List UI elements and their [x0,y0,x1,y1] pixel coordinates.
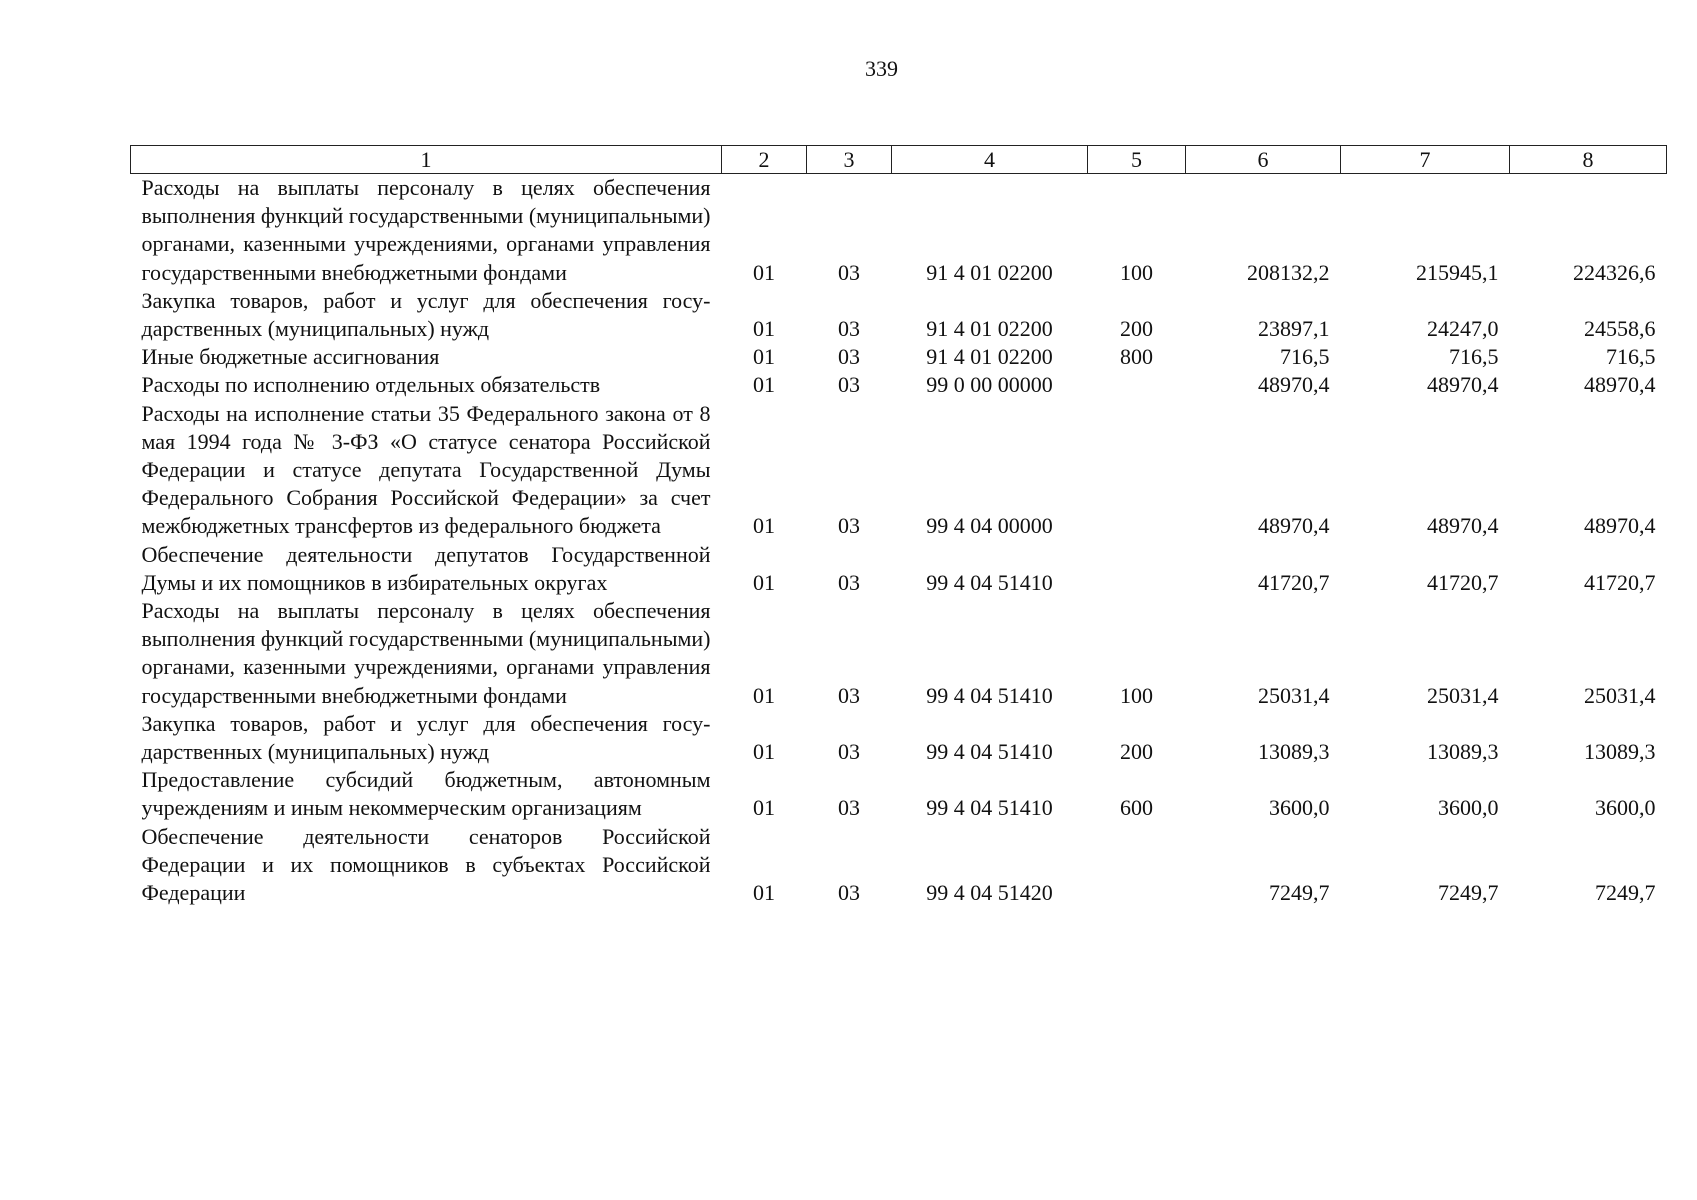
expense-type-code [1088,371,1186,399]
section-code: 01 [753,880,775,906]
amount-col-6: 48970,4 [1258,372,1330,398]
row-name: Иные бюджетные ассигнования [141,344,440,370]
expense-type-code [1088,541,1186,597]
amount-col-6: 13089,3 [1258,739,1330,765]
row-name: Обеспечение деятельности сенаторов Российской Федерации и их помощников в субъектах Российской Федерации [141,823,711,906]
table-header [131,146,1667,174]
subsection-code: 03 [838,513,860,539]
amount-col-6: 48970,4 [1258,513,1330,539]
row-name: Закупка товаров, работ и услуг для обеспечения государственных (муниципальных) нужд [141,710,711,765]
section-code: 01 [753,259,775,285]
amount-col-6: 25031,4 [1258,682,1330,708]
amount-col-6: 208132,2 [1247,259,1330,285]
subsection-code: 03 [838,372,860,398]
section-code: 01 [753,344,775,370]
amount-col-7: 48970,4 [1427,372,1499,398]
target-article-code: 99 4 04 51410 [926,795,1053,821]
amount-col-7: 7249,7 [1438,880,1499,906]
header-cell: 4 [892,146,1088,174]
section-code: 01 [753,569,775,595]
table-row [131,766,1667,822]
amount-col-6: 3600,0 [1269,795,1330,821]
header-cell: 2 [722,146,807,174]
amount-col-7: 215945,1 [1416,259,1499,285]
expense-type-code: 200 [1120,739,1153,765]
subsection-code: 03 [838,344,860,370]
row-name: Расходы на исполнение статьи 35 Федерального закона от 8 мая 1994 года № 3-ФЗ «О статусе сенатора Российской Федерации и статусе депутата Государственной Думы Федерального Собрания Российской Федерации» за счет межбюджетных трансфертов из федерального бюджета [141,400,711,539]
header-cell: 5 [1088,146,1186,174]
amount-col-7: 24247,0 [1427,316,1499,342]
section-code: 01 [753,795,775,821]
table-row [131,823,1667,908]
target-article-code: 91 4 01 02200 [926,316,1053,342]
subsection-code: 03 [838,880,860,906]
section-code: 01 [753,372,775,398]
amount-col-8: 13089,3 [1584,739,1656,765]
amount-col-8: 41720,7 [1584,569,1656,595]
table-row [131,371,1667,399]
amount-col-7: 48970,4 [1427,513,1499,539]
table-body [131,174,1667,908]
budget-table [130,145,1667,907]
subsection-code: 03 [838,682,860,708]
target-article-code: 99 4 04 51410 [926,739,1053,765]
expense-type-code: 200 [1120,316,1153,342]
header-cell: 7 [1341,146,1510,174]
amount-col-6: 23897,1 [1258,316,1330,342]
amount-col-6: 716,5 [1280,344,1330,370]
amount-col-8: 25031,4 [1584,682,1656,708]
amount-col-8: 48970,4 [1584,513,1656,539]
table-row [131,400,1667,541]
row-name: Закупка товаров, работ и услуг для обеспечения государственных (муниципальных) нужд [141,287,711,342]
amount-col-8: 24558,6 [1584,316,1656,342]
amount-col-6: 41720,7 [1258,569,1330,595]
target-article-code: 99 4 04 51410 [926,569,1053,595]
table-row [131,287,1667,343]
section-code: 01 [753,316,775,342]
header-cell: 6 [1186,146,1341,174]
target-article-code: 99 4 04 51410 [926,682,1053,708]
section-code: 01 [753,739,775,765]
amount-col-6: 7249,7 [1269,880,1330,906]
table-row [131,710,1667,766]
expense-type-code: 100 [1120,682,1153,708]
header-cell: 8 [1510,146,1667,174]
table-row [131,597,1667,710]
expense-type-code [1088,823,1186,908]
amount-col-7: 716,5 [1449,344,1499,370]
amount-col-8: 7249,7 [1595,880,1656,906]
section-code: 01 [753,513,775,539]
subsection-code: 03 [838,795,860,821]
subsection-code: 03 [838,316,860,342]
amount-col-8: 48970,4 [1584,372,1656,398]
amount-col-7: 3600,0 [1438,795,1499,821]
amount-col-8: 716,5 [1606,344,1656,370]
row-name: Обеспечение деятельности депутатов Государственной Думы и их помощников в избирательных округах [141,541,711,595]
amount-col-7: 13089,3 [1427,739,1499,765]
header-cell: 1 [131,146,722,174]
row-name: Расходы по исполнению отдельных обязательств [141,372,601,398]
expense-type-code [1088,400,1186,541]
row-name: Расходы на выплаты персоналу в целях обеспечения выполнения функций государственными (муниципальными) органами, казенными учреждениями, органами управления государственными внебюджетными фондами [141,598,711,708]
amount-col-8: 224326,6 [1573,259,1656,285]
table-row [131,174,1667,287]
table-row [131,343,1667,371]
page-number: 339 [865,56,898,81]
expense-type-code: 100 [1120,259,1153,285]
table-row [131,541,1667,597]
expense-type-code: 600 [1120,795,1153,821]
target-article-code: 99 0 00 00000 [926,372,1053,398]
target-article-code: 99 4 04 00000 [926,513,1053,539]
target-article-code: 91 4 01 02200 [926,259,1053,285]
target-article-code: 99 4 04 51420 [926,880,1053,906]
amount-col-8: 3600,0 [1595,795,1656,821]
header-cell: 3 [807,146,892,174]
row-name: Предоставление субсидий бюджетным, автономным учреждениям и иным некоммерческим организациям [141,767,711,821]
target-article-code: 91 4 01 02200 [926,344,1053,370]
expense-type-code: 800 [1120,344,1153,370]
subsection-code: 03 [838,569,860,595]
amount-col-7: 25031,4 [1427,682,1499,708]
header-row [131,146,1667,174]
subsection-code: 03 [838,259,860,285]
subsection-code: 03 [838,739,860,765]
row-name: Расходы на выплаты персоналу в целях обеспечения выполнения функций государственными (муниципальными) органами, казенными учреждениями, органами управления государственными внебюджетными фондами [141,175,711,285]
section-code: 01 [753,682,775,708]
amount-col-7: 41720,7 [1427,569,1499,595]
